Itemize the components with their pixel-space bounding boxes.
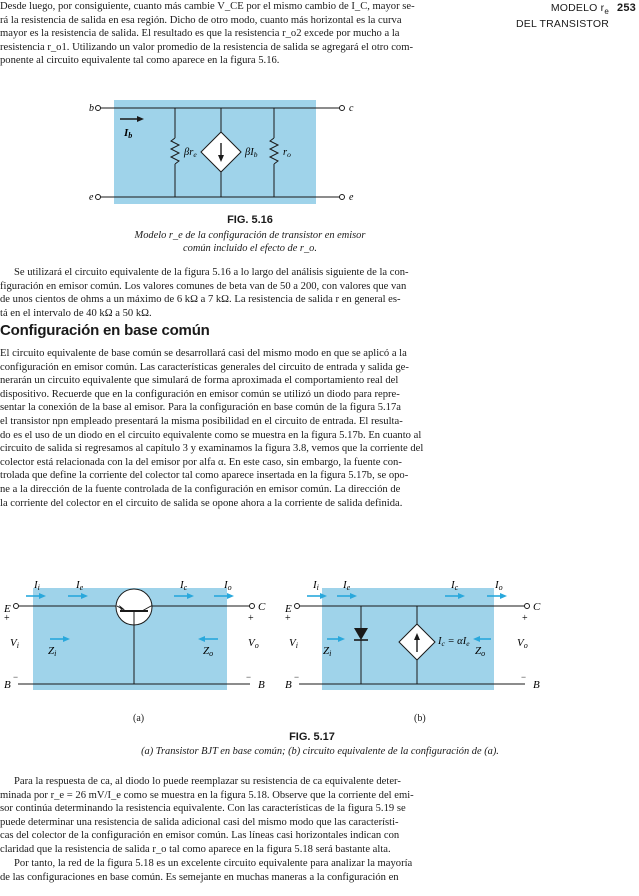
text-line: cas del colector de la configuración en emisor común. Las líneas casi horizontales indican con: [0, 830, 400, 842]
fig-5-16-title: FIG. 5.16: [227, 214, 273, 226]
page-number: 253: [617, 2, 636, 14]
text-line: sentar la conexión de la base al emisor. Para la configuración en base común de la figura 5.17a: [0, 402, 401, 414]
node-b-left-label: B: [285, 679, 292, 691]
ii-label: Ii: [313, 579, 319, 592]
fig-5-16-diagram: [88, 98, 358, 210]
minus-sign: −: [13, 672, 19, 682]
fig-5-17a-diagram: [0, 576, 275, 704]
running-head-sub: e: [604, 7, 609, 17]
ie-label: Ie: [76, 579, 84, 592]
plus-sign: +: [248, 613, 254, 624]
zi-label: Zi: [323, 645, 332, 658]
ro-label: ro: [283, 147, 291, 159]
ib-label: Ib: [124, 127, 133, 140]
text-line: do es el uso de un diodo en el circuito equivalente como se muestra en la figura 5.17b. En cuanto al: [0, 429, 422, 441]
node-e-left-label: e: [89, 192, 94, 203]
text-line: trolada que define la corriente del colector tal como aparece insertada en la figura 5.17b, se opo-: [0, 470, 409, 482]
zo-label: Zo: [203, 645, 214, 658]
vo-label: Vo: [248, 637, 259, 650]
text-line: claridad que la resistencia de salida r_o tal como aparece en la figura 5.18 será bastante alta.: [0, 843, 391, 855]
beta-ib-label: βIb: [245, 147, 258, 159]
subfigure-a-label: (a): [133, 713, 145, 724]
fig-5-17b-diagram: [275, 576, 549, 704]
running-head-subtitle: DEL TRANSISTOR: [515, 18, 609, 31]
intro-paragraph: [0, 0, 500, 68]
fig-5-16-caption-line2: común incluido el efecto de r_o.: [183, 243, 317, 254]
text-line: de las configuraciones en base común. Es semejante en muchas maneras a la configuración en: [0, 871, 399, 883]
fig-5-17-caption: (a) Transistor BJT en base común; (b) circuito equivalente de la configuración de (a).: [141, 746, 499, 757]
vi-label: Vi: [289, 637, 298, 650]
node-b-right-label: B: [533, 679, 540, 691]
text-line: rá la resistencia de salida en esa región. Dicho de otro modo, cuanto más horizontal es la curva: [0, 14, 402, 26]
text-line: el transistor npn empleado presentará la misma posibilidad en el circuito de entrada. El resulta-: [0, 415, 403, 427]
vi-label: Vi: [10, 637, 19, 650]
ic-alpha-ie-label: Ic = αIe: [438, 636, 470, 648]
ic-label: Ic: [180, 579, 188, 592]
node-e-label: E: [4, 603, 11, 615]
vo-label: Vo: [517, 637, 528, 650]
text-line: Se utilizará el circuito equivalente de la figura 5.16 a lo largo del análisis siguiente de la con-: [14, 267, 409, 278]
node-c-label: c: [349, 103, 354, 114]
beta-re-label: βre: [184, 147, 197, 159]
io-label: Io: [224, 579, 232, 592]
zo-label: Zo: [475, 645, 486, 658]
ii-label: Ii: [34, 579, 40, 592]
zi-label: Zi: [48, 645, 57, 658]
text-line: mayor es la resistencia de salida. El resultado es que la resistencia r_o2 excede por mucho a la: [0, 28, 400, 40]
text-line: nerarán un circuito equivalente que simulará de forma aproximada el comportamiento real del: [0, 375, 399, 387]
text-line: dispositivo. Recuerde que en la configuración en emisor común se utilizó un diodo para repre-: [0, 388, 400, 400]
text-line: tá en el intervalo de 40 kΩ a 50 kΩ.: [0, 307, 152, 319]
paragraph-4: [0, 775, 626, 857]
minus-sign: −: [246, 672, 252, 682]
fig-5-17-title: FIG. 5.17: [289, 731, 335, 743]
text-line: ponente al circuito equivalente tal como aparece en la figura 5.16.: [0, 55, 280, 67]
node-e-label: E: [285, 603, 292, 615]
text-line: sor continúa determinando la resistencia equivalente. Con las características de la figura 5.19 se: [0, 803, 406, 815]
node-b-left-label: B: [4, 679, 11, 691]
node-e-right-label: e: [349, 192, 354, 203]
subfigure-b-label: (b): [414, 713, 426, 724]
paragraph-5: [0, 857, 626, 884]
paragraph-3: [0, 347, 626, 510]
text-line: la corriente del colector en el circuito de salida se opone ahora a la corriente de salida definida.: [0, 497, 403, 509]
running-head-title: MODELO r: [550, 2, 605, 14]
plus-sign: +: [285, 613, 291, 624]
minus-sign: −: [294, 672, 300, 682]
ic-label: Ic: [451, 579, 459, 592]
io-label: Io: [495, 579, 503, 592]
running-head: [512, 2, 636, 30]
text-line: configuración en emisor común. Las características generales del circuito de entrada y salida ge-: [0, 361, 409, 373]
ie-label: Ie: [343, 579, 351, 592]
text-line: Para la respuesta de ca, al diodo lo puede reemplazar su resistencia de ca equivalente deter-: [14, 776, 401, 787]
text-line: Por tanto, la red de la figura 5.18 es un excelente circuito equivalente para analizar la mayoría: [14, 858, 413, 869]
text-line: circuito de salida si regresamos al capítulo 3 y examinamos la figura 3.8, vemos que la corriente del: [0, 443, 424, 455]
text-line: resistencia r_o1. Utilizando un valor promedio de la resistencia de salida se agregará el otro com-: [0, 41, 414, 53]
node-b-label: b: [89, 103, 94, 114]
text-line: El circuito equivalente de base común se desarrollará casi del mismo modo en que se aplicó a la: [0, 348, 407, 359]
node-c-label: C: [258, 601, 266, 613]
minus-sign: −: [521, 672, 527, 682]
node-c-label: C: [533, 601, 541, 613]
text-line: de unos cientos de ohms a un máximo de 6 kΩ a 7 kΩ. La resistencia de salida r en general es-: [0, 294, 401, 306]
plus-sign: +: [522, 613, 528, 624]
text-line: figuración en emisor común. Los valores comunes de beta van de 50 a 200, con valores que van: [0, 280, 407, 292]
fig-5-16-caption: [100, 229, 400, 255]
text-line: ne a la dirección de la fuente controlada de la configuración en emisor común. La dirección de: [0, 483, 401, 495]
text-line: puede determinar una resistencia de salida adicional casi del mismo modo que las característi-: [0, 816, 399, 828]
plus-sign: +: [4, 613, 10, 624]
section-heading: Configuración en base común: [0, 322, 210, 339]
text-line: Desde luego, por consiguiente, cuanto más cambie V_CE por el mismo cambio de I_C, mayor se-: [0, 1, 415, 12]
text-line: minada por r_e = 26 mV/I_e como se muestra en la figura 5.18. Observe que la corriente del emi-: [0, 789, 414, 801]
paragraph-2: [0, 266, 626, 320]
node-b-right-label: B: [258, 679, 265, 691]
text-line: colector está relacionada con la del emisor por alfa α. En este caso, sin embargo, la fuente con-: [0, 456, 402, 468]
fig-5-16-caption-line1: Modelo r_e de la configuración de transistor en emisor: [134, 230, 366, 241]
